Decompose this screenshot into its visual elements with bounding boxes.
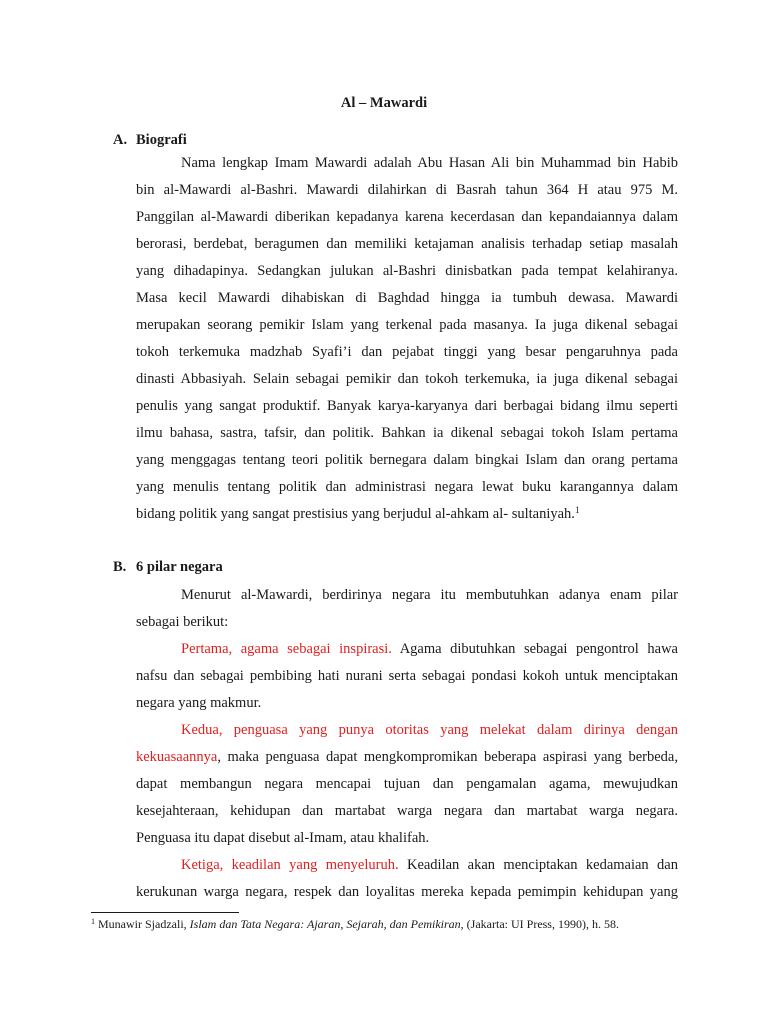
footnote-book-title: Islam dan Tata Negara: Ajaran, Sejarah, dan Pemikiran [189, 917, 461, 931]
footnote-publication: , (Jakarta: UI Press, 1990), h. 58. [460, 917, 619, 931]
footnote-separator [91, 912, 239, 913]
section-b-title: 6 pilar negara [136, 559, 223, 575]
paragraph-line: bin al-Mawardi al-Bashri. Mawardi dilahirkan di Basrah tahun 364 H atau 975 M. [136, 182, 678, 198]
footnote-reference: 1 [574, 505, 580, 515]
paragraph-line [181, 855, 678, 875]
paragraph-line: yang menggagas tentang teori politik bernegara dalam bingkai Islam dan orang pertama [136, 452, 678, 468]
footnote-number: 1 [91, 917, 95, 926]
paragraph-line [136, 504, 678, 524]
paragraph-line: kesejahteraan, kehidupan dan martabat warga negara dan martabat warga negara. [136, 803, 678, 819]
paragraph-line: Nama lengkap Imam Mawardi adalah Abu Hasan Ali bin Muhammad bin Habib [181, 155, 678, 171]
paragraph-text: Agama dibutuhkan sebagai pengontrol hawa [391, 641, 678, 657]
paragraph-line [136, 747, 678, 767]
paragraph-line: merupakan seorang pemikir Islam yang terkenal pada masanya. Ia juga dikenal sebagai [136, 317, 678, 333]
footnote-author: Munawir Sjadzali, [95, 917, 190, 931]
paragraph-line: Menurut al-Mawardi, berdirinya negara itu membutuhkan adanya enam pilar [181, 587, 678, 603]
paragraph-line: dinasti Abbasiyah. Selain sebagai pemikir dan tokoh terkemuka, ia juga dikenal sebagai [136, 371, 678, 387]
paragraph-line: nafsu dan sebagai pembibing hati nurani serta sebagai pondasi kokoh untuk menciptakan [136, 668, 678, 684]
paragraph-text: Keadilan akan menciptakan kedamaian dan [398, 857, 678, 873]
paragraph-line: penulis yang sangat produktif. Banyak karya-karyanya dari berbagai bidang ilmu seperti [136, 398, 678, 414]
paragraph-line: negara yang makmur. [136, 695, 262, 711]
paragraph-line: Panggilan al-Mawardi diberikan kepadanya karena kecerdasan dan kepandaiannya dalam [136, 209, 678, 225]
paragraph-line: berorasi, berdebat, beragumen dan memiliki ketajaman analisis terhadap setiap masalah [136, 236, 678, 252]
section-a-title: Biografi [136, 132, 187, 148]
highlighted-line: Kedua, penguasa yang punya otoritas yang melekat dalam dirinya dengan [181, 722, 678, 738]
paragraph-line: yang dihadapinya. Sedangkan julukan al-Bashri dinisbatkan pada tempat kelahiranya. [136, 263, 678, 279]
paragraph-line: tokoh terkemuka madzhab Syafi’i dan pejabat tinggi yang besar pengaruhnya pada [136, 344, 678, 360]
paragraph-line: Penguasa itu dapat disebut al-Imam, atau khalifah. [136, 830, 430, 846]
paragraph-line: dapat membangun negara mencapai tujuan dan pengamalan agama, mewujudkan [136, 776, 678, 792]
paragraph-line: ilmu bahasa, sastra, tafsir, dan politik. Bahkan ia dikenal sebagai tokoh Islam pertama [136, 425, 678, 441]
paragraph-text: bidang politik yang sangat prestisius yang berjudul al-ahkam al- sultaniyah. [136, 506, 575, 522]
paragraph-line: yang menulis tentang politik dan administrasi negara lewat buku karangannya dalam [136, 479, 678, 495]
highlighted-text: kekuasaannya [136, 749, 218, 765]
section-b-heading [113, 557, 223, 577]
paragraph-line: Masa kecil Mawardi dihabiskan di Baghdad hingga ia tumbuh dewasa. Mawardi [136, 290, 678, 306]
paragraph-line [181, 639, 678, 659]
section-b-number: B. [113, 559, 127, 575]
document-title: Al – Mawardi [340, 95, 428, 111]
section-a-number: A. [113, 132, 128, 148]
paragraph-text: , maka penguasa dapat mengkompromikan beberapa aspirasi yang berbeda, [217, 749, 678, 765]
section-a-heading [113, 130, 187, 150]
highlighted-text: Pertama, agama sebagai inspirasi. [181, 641, 392, 657]
paragraph-line: sebagai berikut: [136, 614, 229, 630]
highlighted-text: Ketiga, keadilan yang menyeluruh. [181, 857, 399, 873]
paragraph-line: kerukunan warga negara, respek dan loyalitas mereka kepada pemimpin kehidupan yang [136, 884, 678, 900]
footnote [91, 916, 619, 932]
